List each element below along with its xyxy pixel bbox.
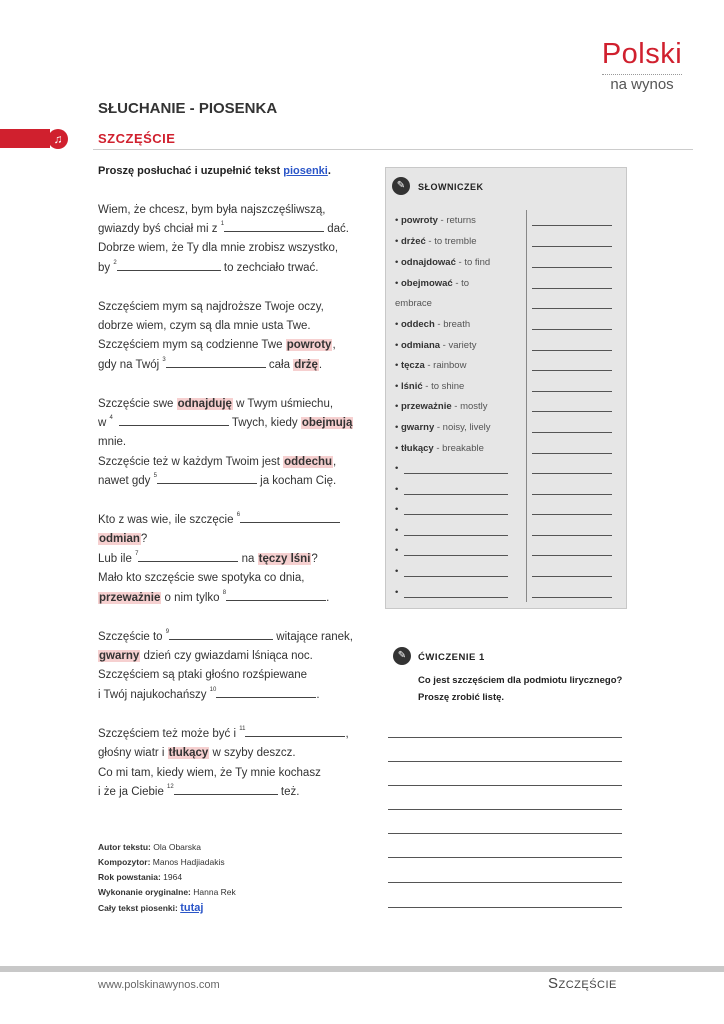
- logo-main-text: Polski: [601, 38, 683, 70]
- vocab-highlight: odnajduję: [177, 398, 232, 410]
- translation-line[interactable]: [532, 267, 612, 268]
- glossary-item: • odmiana - variety: [395, 340, 477, 351]
- lyric-line: gwarny dzień czy gwiazdami lśniąca noc.: [99, 650, 313, 662]
- lyric-line: by $^2$ to zechciało trwać.: [98, 260, 319, 274]
- vocab-highlight: powroty: [286, 339, 332, 351]
- glossary-blank-line[interactable]: [404, 576, 508, 577]
- lyric-line: Szczęściem są ptaki głośno rozśpiewane: [98, 669, 308, 681]
- translation-line[interactable]: [532, 288, 612, 289]
- glossary-title: SŁOWNICZEK: [418, 182, 484, 192]
- translation-line[interactable]: [532, 411, 612, 412]
- lyric-line: Mało kto szczęście swe spotyka co dnia,: [98, 572, 305, 584]
- answer-blank[interactable]: [245, 726, 345, 737]
- glossary-blank-bullet: •: [395, 525, 399, 536]
- glossary-blank-line[interactable]: [404, 473, 508, 474]
- answer-blank[interactable]: [226, 590, 326, 601]
- lyric-line: przeważnie o nim tylko $^8$ .: [99, 590, 330, 604]
- glossary-blank-line[interactable]: [404, 597, 508, 598]
- translation-line[interactable]: [532, 576, 612, 577]
- lyric-line: Szczęściem mym są codzienne Twe powroty,: [98, 339, 336, 351]
- vocab-highlight: oddechu: [284, 456, 333, 468]
- translation-line[interactable]: [532, 432, 612, 433]
- glossary-item: • odnajdować - to find: [395, 257, 491, 268]
- translation-line[interactable]: [532, 225, 612, 226]
- lyric-line: Szczęście swe odnajduję w Twym uśmiechu,: [98, 398, 334, 410]
- answer-blank[interactable]: [117, 260, 221, 271]
- lyric-line: Kto z was wie, ile szczęcie $^6$: [98, 512, 358, 528]
- instruction: Proszę posłuchać i uzupełnić tekst piosenki.: [98, 165, 331, 177]
- vocab-highlight: tłukący: [168, 747, 209, 759]
- lyric-line: w $^4$ Twych, kiedy obejmują: [98, 415, 353, 429]
- answer-blank[interactable]: [224, 221, 324, 232]
- answer-blank[interactable]: [138, 551, 238, 562]
- vocab-highlight: tęczy lśni: [258, 553, 311, 565]
- full-lyrics-link[interactable]: tutaj: [180, 902, 204, 914]
- glossary-column-divider: [526, 210, 527, 602]
- glossary-blank-line[interactable]: [404, 494, 508, 495]
- lyric-line: i że ja Ciebie $^{12}$ też.: [98, 784, 300, 798]
- translation-line[interactable]: [532, 350, 612, 351]
- glossary-blank-bullet: •: [395, 504, 399, 515]
- section-title: SZCZĘŚCIE: [98, 131, 176, 146]
- answer-blank[interactable]: [169, 629, 273, 640]
- answer-line[interactable]: [388, 737, 622, 738]
- translation-line[interactable]: [532, 246, 612, 247]
- translation-line[interactable]: [532, 329, 612, 330]
- glossary-blank-bullet: •: [395, 587, 399, 598]
- vocab-highlight: odmian: [99, 533, 140, 545]
- glossary-blank-line[interactable]: [404, 514, 508, 515]
- glossary-item: • tłukący - breakable: [395, 443, 484, 454]
- credit-year: Rok powstania: 1964: [98, 872, 183, 882]
- glossary-blank-bullet: •: [395, 463, 399, 474]
- footer-url: www.polskinawynos.com: [98, 979, 220, 991]
- glossary-blank-bullet: •: [395, 484, 399, 495]
- vocab-highlight: przeważnie: [99, 592, 161, 604]
- answer-line[interactable]: [388, 833, 622, 834]
- translation-line[interactable]: [532, 514, 612, 515]
- music-note-icon: ♫: [48, 129, 68, 149]
- lyric-line: Dobrze wiem, że Ty dla mnie zrobisz wszystko,: [98, 242, 339, 254]
- section-band: [0, 129, 50, 148]
- glossary-item: • tęcza - rainbow: [395, 360, 467, 371]
- glossary-blank-bullet: •: [395, 566, 399, 577]
- translation-line[interactable]: [532, 453, 612, 454]
- answer-blank[interactable]: [157, 473, 257, 484]
- lyrics-link[interactable]: piosenki: [283, 165, 328, 177]
- credit-composer: Kompozytor: Manos Hadjiadakis: [98, 857, 225, 867]
- vocab-highlight: gwarny: [99, 650, 140, 662]
- glossary-blank-bullet: •: [395, 545, 399, 556]
- lyric-line: Szczęście to $^9$ witające ranek,: [98, 629, 353, 643]
- answer-blank[interactable]: [174, 784, 278, 795]
- lyric-line: Szczęściem też może być i $^{11}$ ,: [98, 726, 349, 740]
- lyric-line: dobrze wiem, czym są dla mnie usta Twe.: [98, 320, 311, 332]
- exercise-question: Co jest szczęściem dla podmiotu lirycznego? Proszę zrobić listę.: [418, 675, 623, 703]
- lyric-line: Wiem, że chcesz, bym była najszczęśliwszą,: [98, 204, 326, 216]
- glossary-blank-line[interactable]: [404, 535, 508, 536]
- vocab-highlight: drżę: [294, 359, 318, 371]
- translation-line[interactable]: [532, 494, 612, 495]
- lyric-line: mnie.: [98, 436, 127, 448]
- lyric-line: gdy na Twój $^3$ cała drżę.: [98, 357, 323, 371]
- lyric-line: Szczęście też w każdym Twoim jest oddechu,: [98, 456, 337, 468]
- answer-line[interactable]: [388, 857, 622, 858]
- lyric-line: i Twój najukochańszy $^{10}$ .: [98, 687, 320, 701]
- credit-performer: Wykonanie oryginalne: Hanna Rek: [98, 887, 236, 897]
- translation-line[interactable]: [532, 370, 612, 371]
- dictionary-icon: ✎: [392, 177, 410, 195]
- glossary-item: • powroty - returns: [395, 215, 476, 226]
- lyric-line: nawet gdy $^5$ ja kocham Cię.: [98, 473, 337, 487]
- glossary-item-continued: embrace: [395, 298, 432, 309]
- translation-line[interactable]: [532, 597, 612, 598]
- answer-blank[interactable]: [240, 512, 340, 523]
- glossary-item: • drżeć - to tremble: [395, 236, 477, 247]
- answer-line[interactable]: [388, 785, 622, 786]
- glossary-item: • gwarny - noisy, lively: [395, 422, 491, 433]
- lyric-line: Lub ile $^7$ na tęczy lśni?: [98, 551, 318, 565]
- glossary-blank-line[interactable]: [404, 555, 508, 556]
- answer-line[interactable]: [388, 761, 622, 762]
- answer-blank[interactable]: [119, 415, 229, 426]
- glossary-item: • przeważnie - mostly: [395, 401, 488, 412]
- answer-line[interactable]: [388, 882, 622, 883]
- translation-line[interactable]: [532, 308, 612, 309]
- glossary-item: • obejmować - to: [395, 278, 470, 289]
- logo-sub-text: na wynos: [610, 76, 674, 93]
- lyric-line: Co mi tam, kiedy wiem, że Ty mnie kochasz: [98, 767, 321, 779]
- footer-bar: [0, 966, 724, 972]
- lyric-line: gwiazdy byś chciał mi z $^1$ dać.: [98, 221, 349, 235]
- credit-full-lyrics: Cały tekst piosenki: tutaj: [98, 902, 204, 914]
- translation-line[interactable]: [532, 473, 612, 474]
- answer-line[interactable]: [388, 809, 622, 810]
- glossary-item: • oddech - breath: [395, 319, 471, 330]
- lyric-line: głośny wiatr i tłukący w szyby deszcz.: [98, 747, 296, 759]
- vocab-highlight: obejmują: [301, 417, 353, 429]
- answer-line[interactable]: [388, 907, 622, 908]
- answer-blank[interactable]: [216, 687, 316, 698]
- credit-author: Autor tekstu: Ola Obarska: [98, 842, 201, 852]
- page-title: SŁUCHANIE - PIOSENKA: [98, 100, 278, 117]
- section-divider: [93, 149, 693, 150]
- translation-line[interactable]: [532, 535, 612, 536]
- glossary-item: • lśnić - to shine: [395, 381, 465, 392]
- answer-blank[interactable]: [166, 357, 266, 368]
- logo: [596, 38, 688, 94]
- exercise-title: ĆWICZENIE 1: [418, 652, 485, 663]
- logo-divider: [602, 74, 682, 75]
- lyric-line: Szczęściem mym są najdroższe Twoje oczy,: [98, 301, 324, 313]
- pencil-icon: ✎: [393, 647, 411, 665]
- lyric-line: odmian?: [99, 533, 148, 545]
- translation-line[interactable]: [532, 555, 612, 556]
- translation-line[interactable]: [532, 391, 612, 392]
- footer-title: Szczęście: [548, 975, 617, 992]
